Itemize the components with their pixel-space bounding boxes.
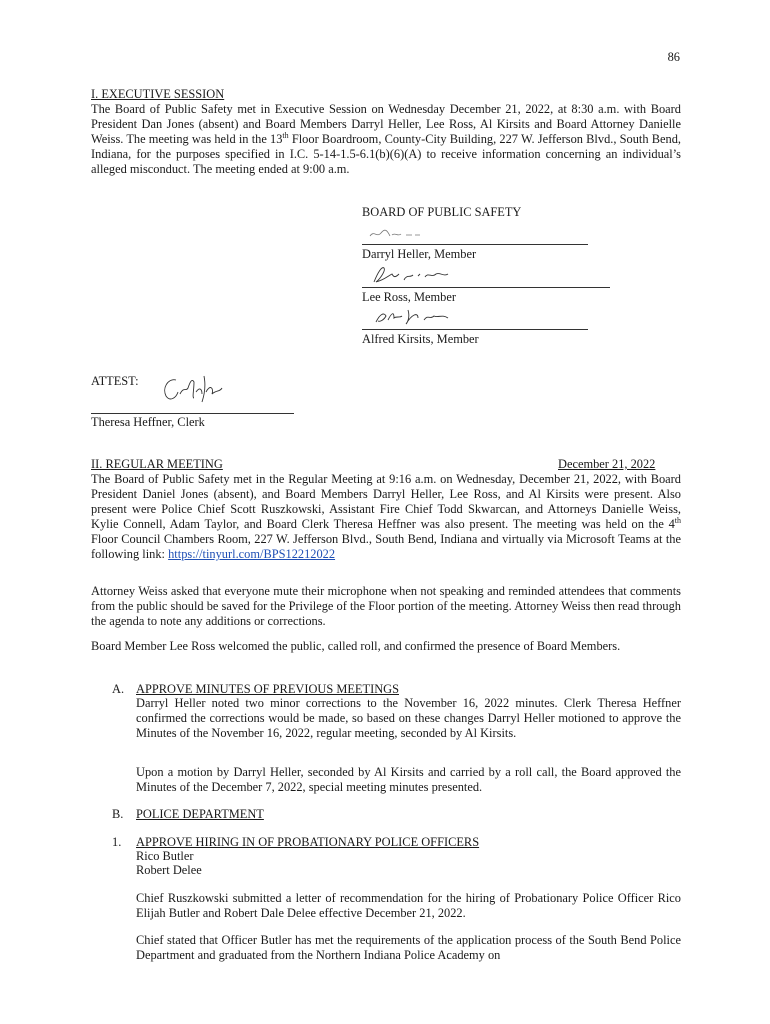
member-kirsits: Alfred Kirsits, Member	[362, 332, 479, 346]
member-heller: Darryl Heller, Member	[362, 247, 477, 261]
roll-call-paragraph: Board Member Lee Ross welcomed the public, called roll, and confirmed the presence of Board Members.	[91, 639, 621, 653]
regular-meeting-heading: II. REGULAR MEETING	[91, 457, 223, 471]
member-ross: Lee Ross, Member	[362, 290, 456, 304]
heller-signature	[368, 224, 428, 242]
kirsits-signature	[374, 306, 454, 328]
item-1-heading: APPROVE HIRING IN OF PROBATIONARY POLICE OFFICERS	[136, 835, 480, 849]
officer-name: Robert Delee	[136, 863, 202, 877]
item-b-letter: B.	[112, 807, 124, 821]
signature-line	[362, 329, 588, 330]
item-b-heading: POLICE DEPARTMENT	[136, 807, 264, 821]
item-1-paragraph-1: Chief Ruszkowski submitted a letter of recommendation for the hiring of Probationary Police Officer Rico Elijah Butler and Robert Dale Delee effective December 21, 2022.	[136, 891, 681, 920]
attest-label: ATTEST:	[91, 374, 139, 388]
officer-name: Rico Butler	[136, 849, 194, 863]
signature-line	[362, 287, 610, 288]
signature-line	[362, 244, 588, 245]
item-a-paragraph-2: Upon a motion by Darryl Heller, seconded by Al Kirsits and carried by a roll call, the Board approved the Minutes of the December 7, 2022, special meeting minutes presented.	[136, 765, 681, 794]
item-a-heading: APPROVE MINUTES OF PREVIOUS MEETINGS	[136, 682, 399, 696]
teams-link[interactable]: https://tinyurl.com/BPS12212022	[168, 547, 336, 561]
page-number: 86	[667, 50, 680, 64]
board-title: BOARD OF PUBLIC SAFETY	[362, 205, 522, 219]
regular-meeting-paragraph: The Board of Public Safety met in the Regular Meeting at 9:16 a.m. on Wednesday, December 21, 2022, with Board President Daniel Jones (absent), and Board Members Darryl Heller, Lee Ross, and Al Kirsits were present. Also present were Police Chief Scott Ruszkowski, Assistant Fire Chief Todd Skwarcan, and Attorneys Danielle Weiss, Kylie Connell, Adam Taylor, and Board Clerk Theresa Heffner was also present. The meeting was held on the 4th Floor Council Chambers Room, 227 W. Jefferson Blvd., South Bend, Indiana and virtually via Microsoft Teams at the following link: https://tinyurl.com/BPS12212022	[91, 472, 681, 561]
item-a-letter: A.	[112, 682, 125, 696]
ross-signature	[370, 262, 460, 286]
regular-meeting-date: December 21, 2022	[558, 457, 656, 471]
executive-session-heading: I. EXECUTIVE SESSION	[91, 87, 225, 101]
item-1-number: 1.	[112, 835, 122, 849]
attorney-weiss-paragraph: Attorney Weiss asked that everyone mute their microphone when not speaking and reminded attendees that comments from the public should be saved for the Privilege of the Floor portion of the meeting. Attorney Weiss then read through the agenda to note any additions or corrections.	[91, 584, 681, 628]
signature-line	[91, 413, 294, 414]
item-a-paragraph-1: Darryl Heller noted two minor corrections to the November 16, 2022 minutes. Clerk Theresa Heffner confirmed the corrections would be made, so based on these changes Darryl Heller motioned to approve the Minutes of the November 16, 2022, regular meeting, seconded by Al Kirsits.	[136, 696, 681, 740]
executive-session-paragraph: The Board of Public Safety met in Executive Session on Wednesday December 21, 2022, at 8:30 a.m. with Board President Dan Jones (absent) and Board Members Darryl Heller, Lee Ross, Al Kirsits and Board Attorney Danielle Weiss. The meeting was held in the 13th Floor Boardroom, County-City Building, 227 W. Jefferson Blvd., South Bend, Indiana, for the purposes specified in I.C. 5-14-1.5-6.1(b)(6)(A) to receive information concerning an individual’s alleged misconduct. The meeting ended at 9:00 a.m.	[91, 102, 681, 176]
clerk-name: Theresa Heffner, Clerk	[91, 415, 205, 429]
item-1-paragraph-2: Chief stated that Officer Butler has met the requirements of the application process of the South Bend Police Department and graduated from the Northern Indiana Police Academy on	[136, 933, 681, 962]
clerk-signature	[158, 372, 228, 410]
